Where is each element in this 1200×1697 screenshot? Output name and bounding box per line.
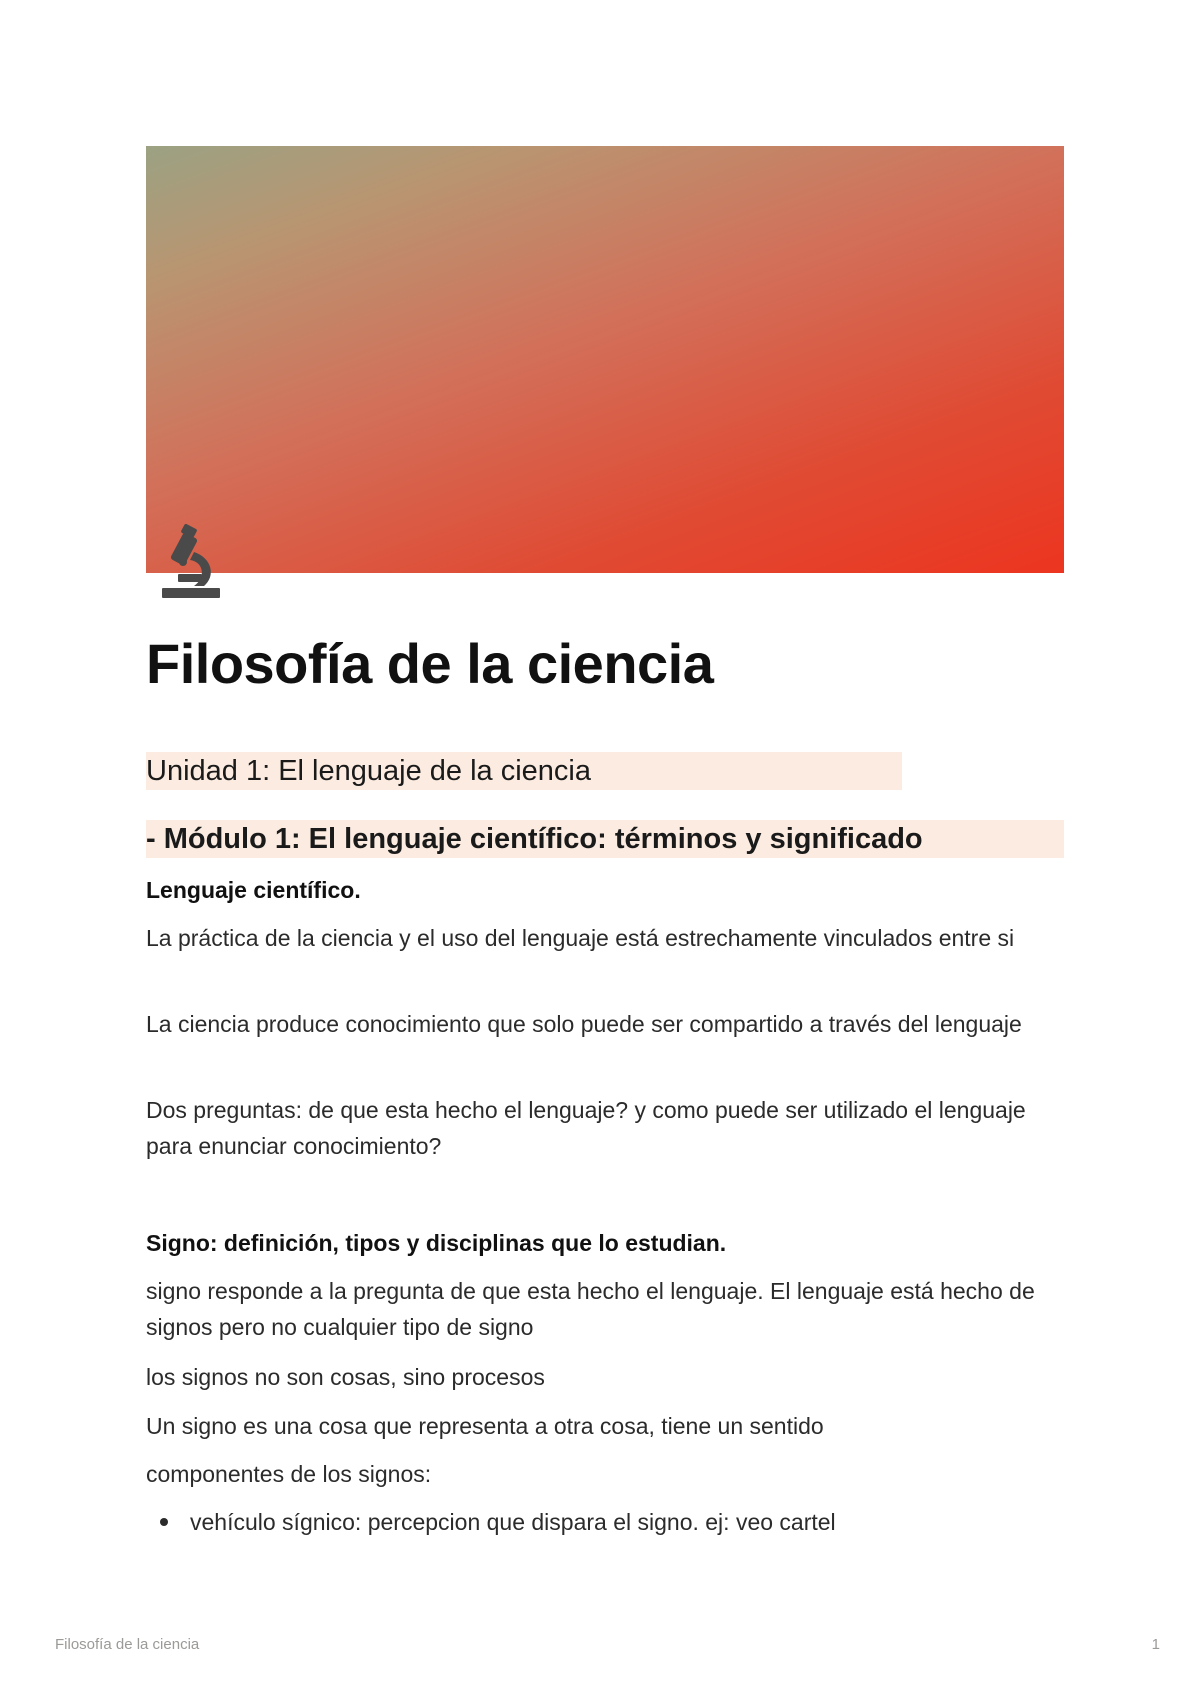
section-heading-signo: Signo: definición, tipos y disciplinas que lo estudian. xyxy=(146,1230,727,1256)
paragraph: Un signo es una cosa que representa a otra cosa, tiene un sentido xyxy=(146,1413,824,1439)
page-title: Filosofía de la ciencia xyxy=(146,632,714,695)
paragraph: La práctica de la ciencia y el uso del lenguaje está estrechamente vinculados entre si xyxy=(146,925,1015,951)
footer-page-number: 1 xyxy=(1151,1636,1160,1653)
paragraph: componentes de los signos: xyxy=(146,1461,432,1487)
footer-doc-title: Filosofía de la ciencia xyxy=(55,1636,200,1653)
paragraph: La ciencia produce conocimiento que solo puede ser compartido a través del lenguaje xyxy=(146,1011,1022,1037)
cover-image xyxy=(146,146,1064,573)
list-item xyxy=(146,1504,1064,1540)
module-heading: - Módulo 1: El lenguaje científico: términos y significado xyxy=(146,820,1064,858)
bullet-list xyxy=(146,1504,1064,1540)
section-heading-lenguaje: Lenguaje científico. xyxy=(146,877,361,903)
microscope-icon xyxy=(160,522,224,600)
paragraph: los signos no son cosas, sino procesos xyxy=(146,1364,545,1390)
paragraph: signo responde a la pregunta de que esta hecho el lenguaje. El lenguaje está hecho de signos pero no cualquier tipo de signo xyxy=(146,1278,1035,1340)
unit-heading: Unidad 1: El lenguaje de la ciencia xyxy=(146,752,902,790)
paragraph: Dos preguntas: de que esta hecho el lenguaje? y como puede ser utilizado el lenguaje para enunciar conocimiento? xyxy=(146,1097,1026,1159)
bullet-dot-icon xyxy=(160,1518,168,1526)
list-item-text: vehículo sígnico: percepcion que dispara el signo. ej: veo cartel xyxy=(190,1509,836,1535)
